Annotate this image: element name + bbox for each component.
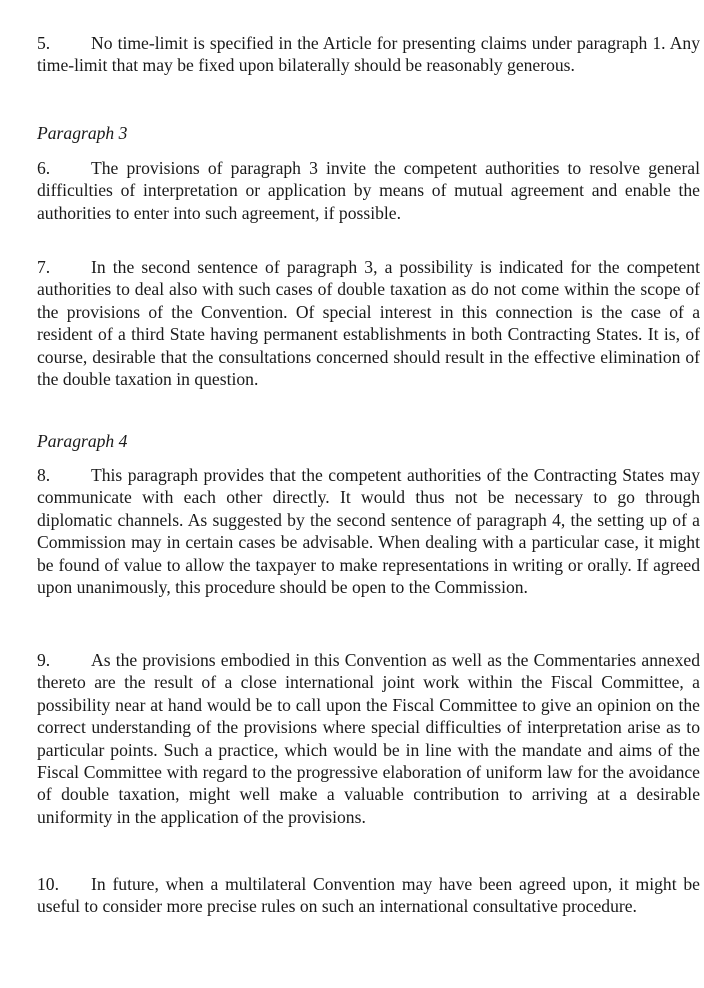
paragraph-number: 8. bbox=[37, 465, 51, 485]
paragraph-text: As the provisions embodied in this Convention as well as the Commentaries annexed thereto are the result of a close international joint work within the Fiscal Committee, a possibility near at hand would be to call upon the Fiscal Committee to give an opinion on the correct understanding of the provisions where special difficulties of interpretation arise as to particular points. Such a practice, which would be in line with the mandate and aims of the Fiscal Committee with regard to the progressive elaboration of uniform law for the avoidance of double taxation, might well make a valuable contribution to arriving at a desirable uniformity in the application of the provisions. bbox=[37, 650, 700, 827]
paragraph-6 bbox=[37, 157, 700, 224]
paragraph-5 bbox=[37, 32, 700, 77]
paragraph-text: In the second sentence of paragraph 3, a possibility is indicated for the competent authorities to deal also with such cases of double taxation as do not come within the scope of the provisions of the Convention. Of special interest in this connection is the case of a resident of a third State having permanent establishments in both Contracting States. It is, of course, desirable that the consultations concerned should result in the effective elimination of the double taxation in question. bbox=[37, 257, 700, 390]
paragraph-text: In future, when a multilateral Convention may have been agreed upon, it might be useful to consider more precise rules on such an international consultative procedure. bbox=[37, 874, 700, 917]
document-page bbox=[37, 32, 700, 917]
paragraph-8 bbox=[37, 464, 700, 598]
paragraph-text: No time-limit is specified in the Article for presenting claims under paragraph 1. Any time-limit that may be fixed upon bilaterally should be reasonably generous. bbox=[37, 33, 700, 76]
paragraph-10 bbox=[37, 873, 700, 918]
paragraph-text: The provisions of paragraph 3 invite the competent authorities to resolve general difficulties of interpretation or application by means of mutual agreement and enable the authorities to enter into such agreement, if possible. bbox=[37, 158, 700, 223]
section-heading-paragraph-3: Paragraph 3 bbox=[37, 123, 128, 143]
paragraph-number: 6. bbox=[37, 158, 51, 178]
paragraph-number: 7. bbox=[37, 257, 51, 277]
paragraph-number: 9. bbox=[37, 650, 51, 670]
section-heading-paragraph-4: Paragraph 4 bbox=[37, 431, 128, 451]
paragraph-text: This paragraph provides that the competent authorities of the Contracting States may communicate with each other directly. It would thus not be necessary to go through diplomatic channels. As suggested by the second sentence of paragraph 4, the setting up of a Commission may in certain cases be advisable. When dealing with a particular case, it might be found of value to allow the taxpayer to make representations in writing or orally. If agreed upon unanimously, this procedure should be open to the Commission. bbox=[37, 465, 700, 598]
paragraph-number: 5. bbox=[37, 33, 51, 53]
paragraph-9 bbox=[37, 649, 700, 828]
paragraph-number: 10. bbox=[37, 874, 59, 894]
paragraph-7 bbox=[37, 256, 700, 390]
